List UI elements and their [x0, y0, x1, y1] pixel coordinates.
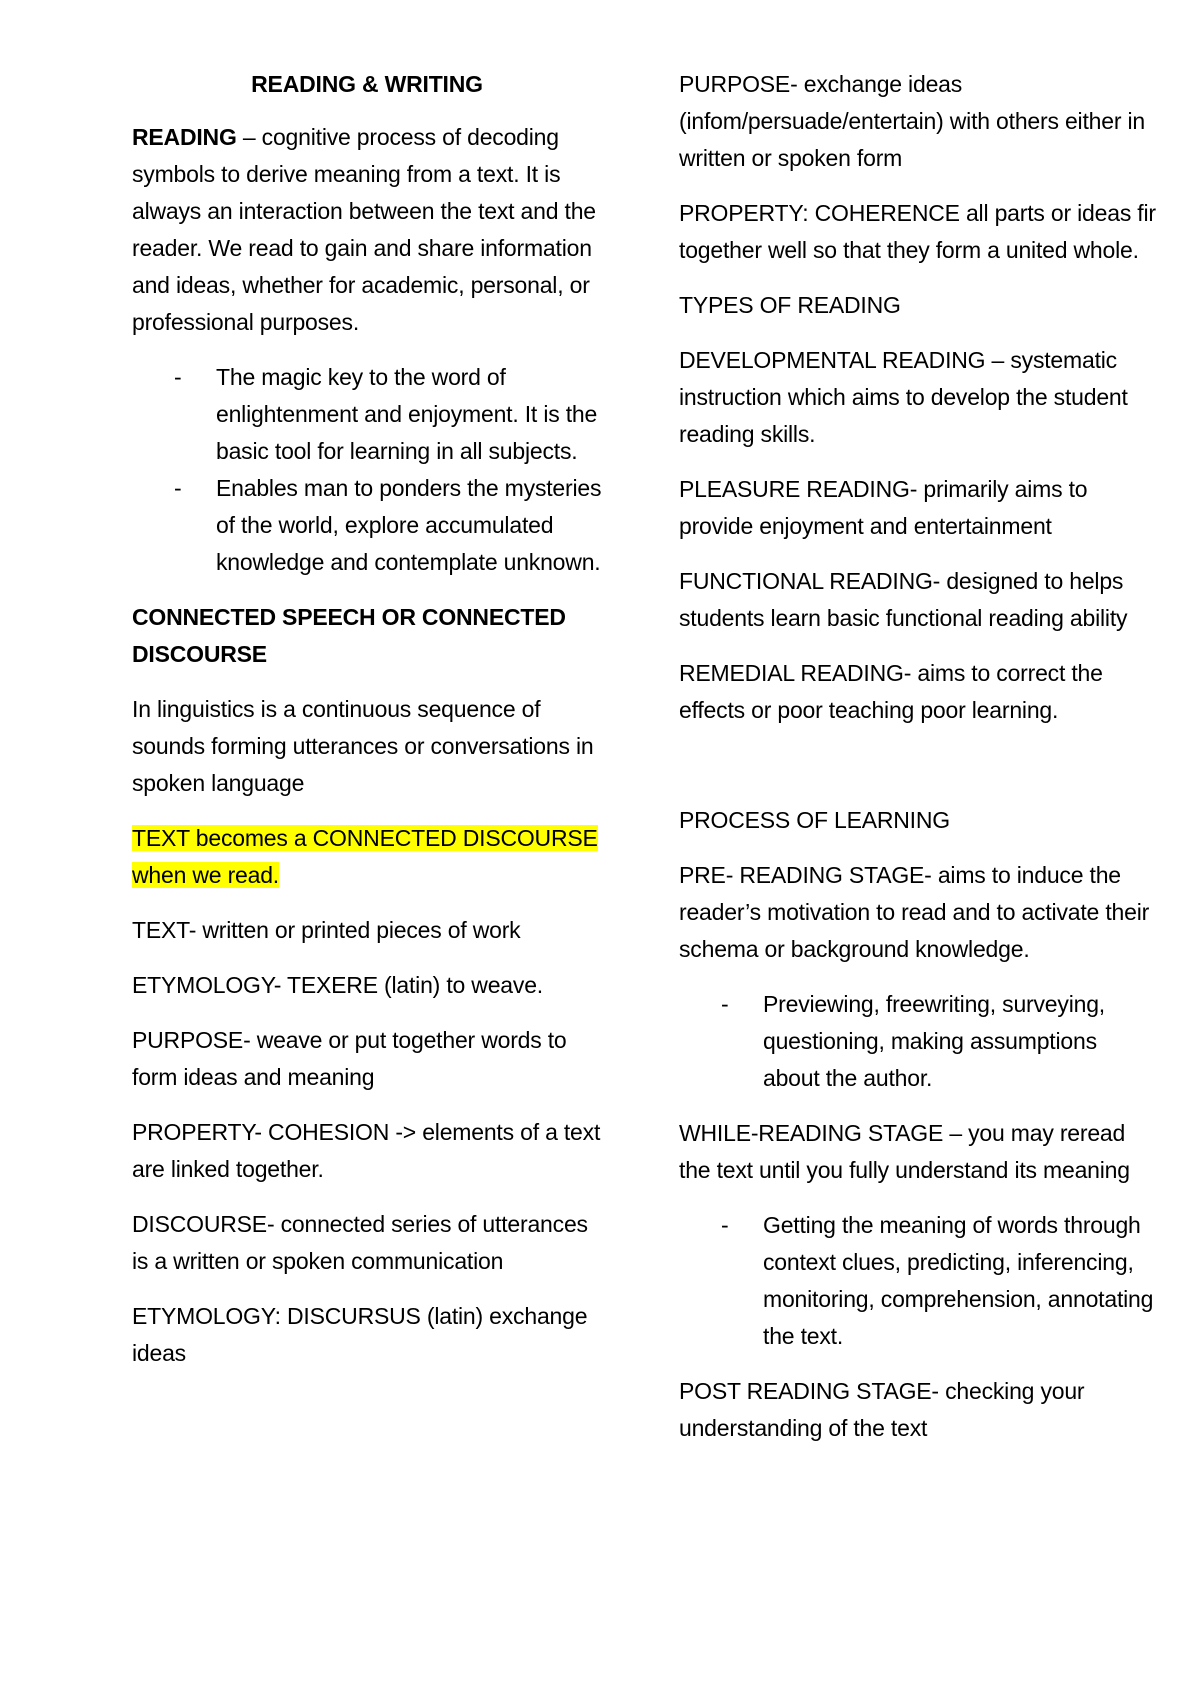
discourse-etymology: ETYMOLOGY: DISCURSUS (latin) exchange ideas: [132, 1303, 588, 1366]
list-item-text: Getting the meaning of words through context clues, predicting, inferencing, monitoring, comprehension, annotating the text.: [763, 1212, 1154, 1349]
functional-reading: FUNCTIONAL READING- designed to helps students learn basic functional reading ability: [679, 568, 1128, 631]
while-reading-bullet-list: [679, 1207, 1157, 1355]
discourse-property: PROPERTY: COHERENCE all parts or ideas fir together well so that they form a united whole.: [679, 200, 1156, 263]
reading-term: READING: [132, 124, 237, 150]
dash-bullet: -: [721, 991, 729, 1017]
list-item-text: Previewing, freewriting, surveying, questioning, making assumptions about the author.: [763, 991, 1105, 1091]
list-item-text: The magic key to the word of enlightenment and enjoyment. It is the basic tool for learning in all subjects.: [216, 364, 598, 464]
text-purpose: PURPOSE- weave or put together words to form ideas and meaning: [132, 1027, 567, 1090]
page-title: READING & WRITING: [251, 71, 483, 97]
pre-reading-stage: PRE- READING STAGE- aims to induce the reader’s motivation to read and to activate their schema or background knowledge.: [679, 862, 1150, 962]
text-definition: TEXT- written or printed pieces of work: [132, 917, 521, 943]
reading-bullet-list: [132, 359, 602, 581]
list-item: [132, 359, 602, 470]
spacer: [679, 747, 1157, 802]
dash-bullet: -: [721, 1212, 729, 1238]
highlight-text: TEXT becomes a CONNECTED DISCOURSE when we read.: [132, 825, 598, 888]
remedial-reading: REMEDIAL READING- aims to correct the effects or poor teaching poor learning.: [679, 660, 1103, 723]
reading-definition-text: – cognitive process of decoding symbols to derive meaning from a text. It is always an interaction between the text and the reader. We read to gain and share information and ideas, whether for academic, personal, or professional purposes.: [132, 124, 596, 335]
list-item: [679, 986, 1157, 1097]
post-reading-stage: POST READING STAGE- checking your understanding of the text: [679, 1378, 1085, 1441]
left-column: [132, 66, 602, 1390]
pleasure-reading: PLEASURE READING- primarily aims to provide enjoyment and entertainment: [679, 476, 1088, 539]
types-of-reading-heading: TYPES OF READING: [679, 292, 901, 318]
right-column: [679, 66, 1157, 1465]
process-of-learning-heading: PROCESS OF LEARNING: [679, 807, 950, 833]
dash-bullet: -: [174, 364, 182, 390]
list-item: [679, 1207, 1157, 1355]
pre-reading-bullet-list: [679, 986, 1157, 1097]
discourse-definition: DISCOURSE- connected series of utterances is a written or spoken communication: [132, 1211, 588, 1274]
text-etymology: ETYMOLOGY- TEXERE (latin) to weave.: [132, 972, 543, 998]
while-reading-stage: WHILE-READING STAGE – you may reread the text until you fully understand its meaning: [679, 1120, 1130, 1183]
list-item: [132, 470, 602, 581]
highlighted-statement: [132, 820, 602, 894]
list-item-text: Enables man to ponders the mysteries of the world, explore accumulated knowledge and contemplate unknown.: [216, 475, 602, 575]
discourse-purpose: PURPOSE- exchange ideas (infom/persuade/entertain) with others either in written or spoken form: [679, 71, 1145, 171]
dash-bullet: -: [174, 475, 182, 501]
connected-discourse-definition: In linguistics is a continuous sequence of sounds forming utterances or conversations in spoken language: [132, 696, 594, 796]
text-property: PROPERTY- COHESION -> elements of a text are linked together.: [132, 1119, 601, 1182]
developmental-reading: DEVELOPMENTAL READING – systematic instruction which aims to develop the student reading skills.: [679, 347, 1128, 447]
reading-definition: [132, 119, 602, 341]
connected-discourse-heading: CONNECTED SPEECH OR CONNECTED DISCOURSE: [132, 604, 566, 667]
